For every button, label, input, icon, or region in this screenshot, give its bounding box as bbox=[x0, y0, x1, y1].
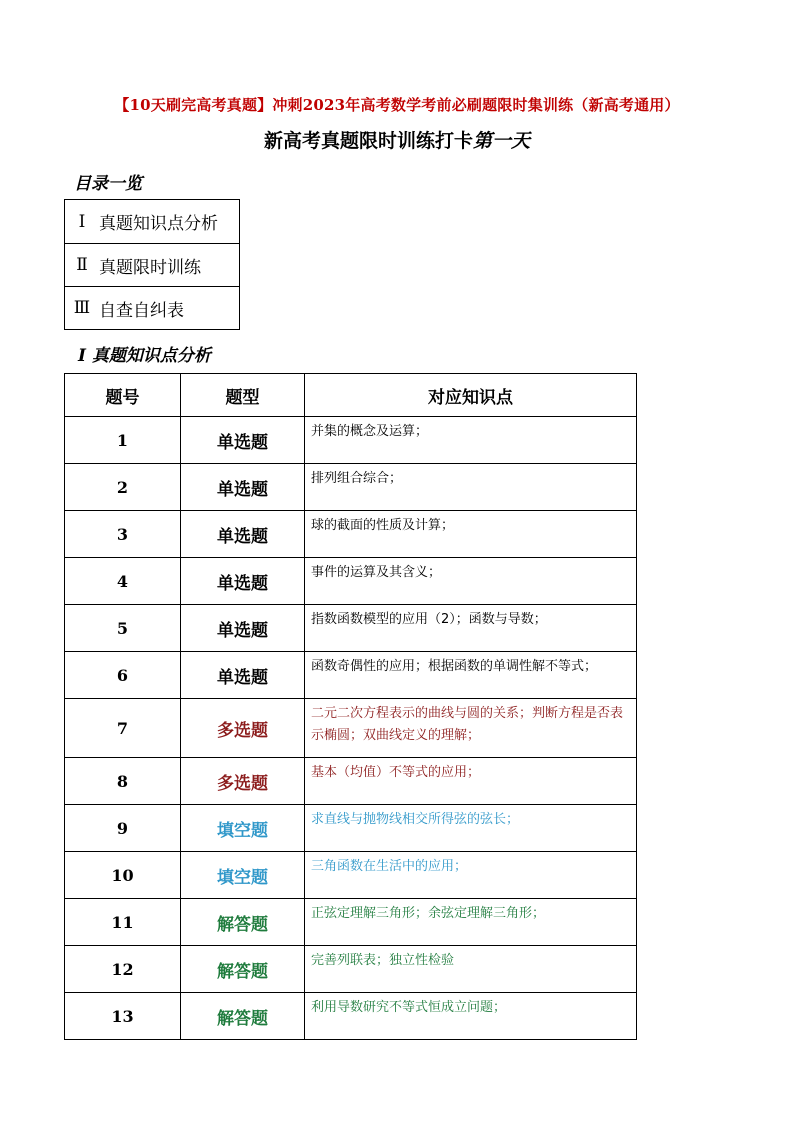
toc-item[interactable] bbox=[65, 243, 239, 286]
document-header: 【10天刷完高考真题】冲刺2023年高考数学考前必刷题限时集训练（新高考通用） bbox=[114, 96, 680, 114]
table-row bbox=[65, 652, 637, 699]
question-number: 9 bbox=[65, 805, 181, 852]
page-title-main: 新高考真题限时训练打卡 bbox=[263, 130, 473, 152]
knowledge-point: 正弦定理解三角形；余弦定理解三角形； bbox=[305, 899, 637, 946]
toc-item-num: Ⅱ bbox=[76, 255, 88, 275]
table-row bbox=[65, 558, 637, 605]
table-row bbox=[65, 946, 637, 993]
table-row bbox=[65, 899, 637, 946]
table-row bbox=[65, 993, 637, 1040]
question-type: 单选题 bbox=[181, 511, 305, 558]
table-row bbox=[65, 511, 637, 558]
question-number: 12 bbox=[65, 946, 181, 993]
toc-heading: 目录一览 bbox=[74, 174, 142, 194]
page-title-day: 第一天 bbox=[473, 130, 531, 152]
knowledge-point: 函数奇偶性的应用；根据函数的单调性解不等式； bbox=[305, 652, 637, 699]
toc-item[interactable] bbox=[65, 200, 239, 243]
toc-box bbox=[64, 199, 240, 330]
page-title bbox=[0, 126, 794, 153]
knowledge-point: 三角函数在生活中的应用； bbox=[305, 852, 637, 899]
col-header-knowledge: 对应知识点 bbox=[305, 374, 637, 417]
question-number: 5 bbox=[65, 605, 181, 652]
question-number: 11 bbox=[65, 899, 181, 946]
col-header-number: 题号 bbox=[65, 374, 181, 417]
table-row bbox=[65, 605, 637, 652]
toc-item-num: Ⅲ bbox=[73, 298, 91, 318]
knowledge-point: 球的截面的性质及计算； bbox=[305, 511, 637, 558]
question-type: 解答题 bbox=[181, 946, 305, 993]
section-heading: Ⅰ 真题知识点分析 bbox=[78, 346, 211, 366]
knowledge-point: 求直线与抛物线相交所得弦的弦长； bbox=[305, 805, 637, 852]
question-type: 单选题 bbox=[181, 558, 305, 605]
table-row bbox=[65, 852, 637, 899]
question-type: 解答题 bbox=[181, 899, 305, 946]
question-number: 10 bbox=[65, 852, 181, 899]
table-row bbox=[65, 464, 637, 511]
question-type: 单选题 bbox=[181, 464, 305, 511]
toc-item[interactable] bbox=[65, 286, 239, 329]
knowledge-point: 指数函数模型的应用（2）；函数与导数； bbox=[305, 605, 637, 652]
question-number: 8 bbox=[65, 758, 181, 805]
knowledge-point: 排列组合综合； bbox=[305, 464, 637, 511]
question-type: 解答题 bbox=[181, 993, 305, 1040]
toc-item-label: 真题限时训练 bbox=[99, 257, 201, 278]
question-type: 多选题 bbox=[181, 699, 305, 758]
toc-item-num: Ⅰ bbox=[78, 211, 86, 232]
question-number: 2 bbox=[65, 464, 181, 511]
question-type: 单选题 bbox=[181, 417, 305, 464]
question-type: 填空题 bbox=[181, 852, 305, 899]
question-type: 填空题 bbox=[181, 805, 305, 852]
knowledge-point: 完善列联表；独立性检验 bbox=[305, 946, 637, 993]
question-number: 1 bbox=[65, 417, 181, 464]
knowledge-point: 利用导数研究不等式恒成立问题； bbox=[305, 993, 637, 1040]
question-number: 7 bbox=[65, 699, 181, 758]
question-number: 4 bbox=[65, 558, 181, 605]
question-type: 单选题 bbox=[181, 652, 305, 699]
knowledge-table bbox=[64, 373, 637, 1040]
col-header-type: 题型 bbox=[181, 374, 305, 417]
toc-item-label: 自查自纠表 bbox=[99, 300, 184, 321]
knowledge-point: 并集的概念及运算； bbox=[305, 417, 637, 464]
table-row bbox=[65, 805, 637, 852]
question-type: 多选题 bbox=[181, 758, 305, 805]
knowledge-point: 二元二次方程表示的曲线与圆的关系；判断方程是否表示椭圆；双曲线定义的理解； bbox=[305, 699, 637, 758]
table-row bbox=[65, 758, 637, 805]
question-number: 3 bbox=[65, 511, 181, 558]
question-number: 6 bbox=[65, 652, 181, 699]
table-row bbox=[65, 699, 637, 758]
toc-item-label: 真题知识点分析 bbox=[99, 214, 218, 234]
table-row bbox=[65, 417, 637, 464]
knowledge-point: 事件的运算及其含义； bbox=[305, 558, 637, 605]
knowledge-point: 基本（均值）不等式的应用； bbox=[305, 758, 637, 805]
question-number: 13 bbox=[65, 993, 181, 1040]
question-type: 单选题 bbox=[181, 605, 305, 652]
